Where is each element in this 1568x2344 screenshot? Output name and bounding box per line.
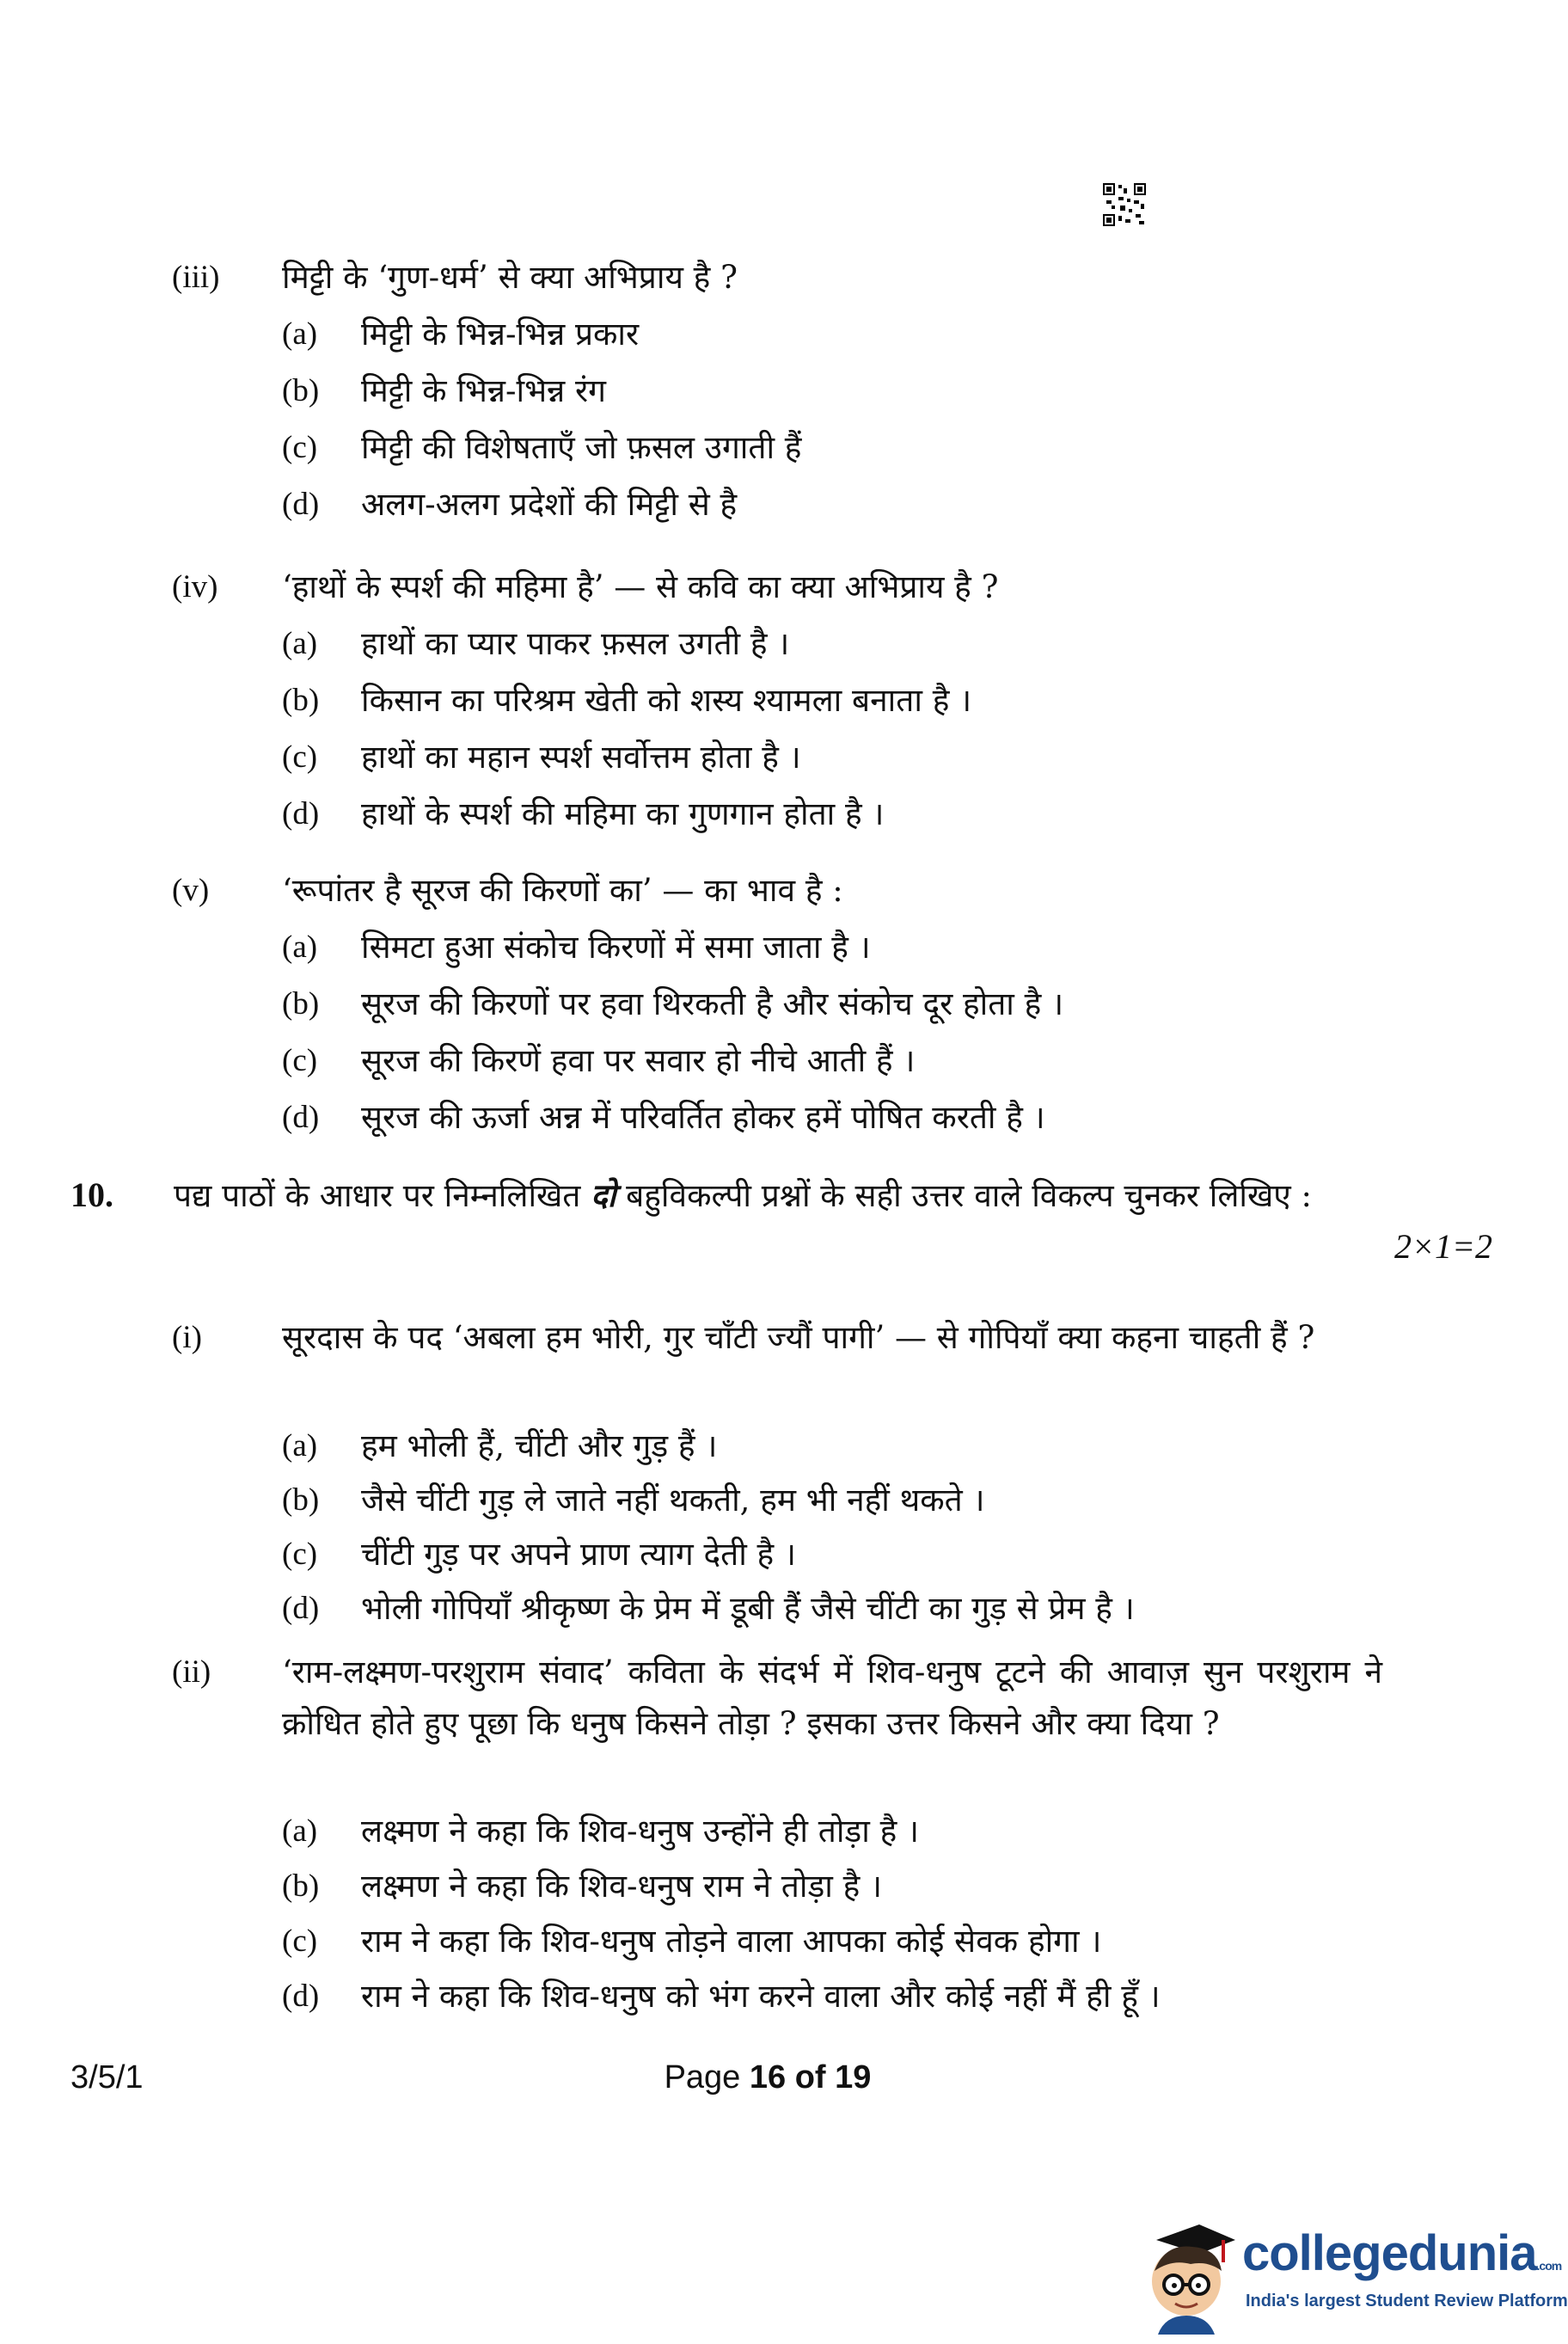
option-label: (a) xyxy=(282,626,318,661)
option-text: मिट्टी की विशेषताएँ जो फ़सल उगाती हैं xyxy=(361,429,802,466)
option-c xyxy=(282,729,1400,786)
brand-logo xyxy=(1139,2214,1568,2335)
option-text: मिट्टी के भिन्न-भिन्न रंग xyxy=(361,372,606,409)
option-label: (a) xyxy=(282,1813,318,1849)
question-number: (iv) xyxy=(172,569,218,604)
option-label: (b) xyxy=(282,373,320,408)
option-text: अलग-अलग प्रदेशों की मिट्टी से है xyxy=(361,486,738,523)
option-label: (a) xyxy=(282,930,318,965)
student-mascot-icon xyxy=(1139,2214,1242,2335)
question-number: (v) xyxy=(172,873,210,908)
option-c xyxy=(282,1529,1400,1583)
option-d xyxy=(282,786,1400,843)
brand-tagline: India's largest Student Review Platform xyxy=(1246,2292,1568,2310)
option-text: हाथों के स्पर्श की महिमा का गुणगान होता है । xyxy=(361,795,885,832)
option-label: (c) xyxy=(282,430,318,465)
page-current: 16 xyxy=(749,2059,787,2095)
option-text: सूरज की किरणें हवा पर सवार हो नीचे आती हैं । xyxy=(361,1042,916,1079)
options-list xyxy=(282,919,1400,1146)
options-list xyxy=(282,1421,1400,1637)
option-text: लक्ष्मण ने कहा कि शिव-धनुष राम ने तोड़ा है । xyxy=(361,1868,883,1905)
option-label: (b) xyxy=(282,683,320,718)
option-text: हम भोली हैं, चींटी और गुड़ हैं । xyxy=(361,1427,718,1464)
question-9-v xyxy=(172,862,1393,1155)
option-label: (c) xyxy=(282,1537,318,1572)
question-text: मिट्टी के ‘गुण-धर्म’ से क्या अभिप्राय है ? xyxy=(282,259,738,296)
instruction-text-end: बहुविकल्पी प्रश्नों के सही उत्तर वाले विकल्प चुनकर लिखिए : xyxy=(616,1177,1312,1214)
option-text: राम ने कहा कि शिव-धनुष को भंग करने वाला और कोई नहीं मैं ही हूँ । xyxy=(361,1978,1161,2015)
option-b xyxy=(282,363,1400,420)
option-d xyxy=(282,1583,1400,1637)
option-label: (d) xyxy=(282,1591,320,1626)
option-text: सिमटा हुआ संकोच किरणों में समा जाता है । xyxy=(361,929,871,966)
marks-label: 2×1=2 xyxy=(1394,1227,1492,1266)
option-d xyxy=(282,476,1400,533)
options-list xyxy=(282,1806,1400,2026)
option-label: (b) xyxy=(282,986,320,1022)
option-text: हाथों का महान स्पर्श सर्वोत्तम होता है । xyxy=(361,739,801,776)
option-a xyxy=(282,919,1400,976)
option-text: जैसे चींटी गुड़ ले जाते नहीं थकती, हम भी नहीं थकते । xyxy=(361,1482,985,1519)
option-text: मिट्टी के भिन्न-भिन्न प्रकार xyxy=(361,316,640,353)
instruction-text-start: पद्य पाठों के आधार पर निम्नलिखित xyxy=(174,1177,591,1214)
option-text: हाथों का प्यार पाकर फ़सल उगती है । xyxy=(361,625,790,662)
option-c xyxy=(282,1916,1400,1971)
instruction-emphasis: दो xyxy=(591,1176,616,1214)
question-text: ‘हाथों के स्पर्श की महिमा है’ — से कवि का क्या अभिप्राय है ? xyxy=(282,568,999,605)
option-label: (d) xyxy=(282,1100,320,1135)
question-number: (i) xyxy=(172,1320,202,1355)
question-number: (ii) xyxy=(172,1654,211,1690)
option-label: (d) xyxy=(282,796,320,831)
question-9-iv xyxy=(172,559,1393,851)
brand-name xyxy=(1242,2224,1561,2282)
option-text: सूरज की ऊर्जा अन्न में परिवर्तित होकर हमें पोषित करती है । xyxy=(361,1099,1045,1136)
option-text: चींटी गुड़ पर अपने प्राण त्याग देती है । xyxy=(361,1536,796,1573)
question-text: ‘राम-लक्ष्मण-परशुराम संवाद’ कविता के संदर्भ में शिव-धनुष टूटने की आवाज़ सुन परशुराम ने क्रोधित होते हुए पूछा कि धनुष किसने तोड़ा ? इसका उत्तर किसने और क्या दिया ? xyxy=(282,1654,1382,1742)
option-a xyxy=(282,616,1400,672)
page-number xyxy=(0,2059,1535,2096)
option-label: (b) xyxy=(282,1868,320,1904)
option-d xyxy=(282,1089,1400,1146)
question-9-iii xyxy=(172,249,1393,542)
page-prefix: Page xyxy=(664,2059,750,2095)
options-list xyxy=(282,616,1400,843)
option-label: (c) xyxy=(282,739,318,775)
option-b xyxy=(282,1475,1400,1529)
qr-code-icon xyxy=(1103,183,1146,226)
option-text: लक्ष्मण ने कहा कि शिव-धनुष उन्होंने ही तोड़ा है । xyxy=(361,1813,920,1850)
option-a xyxy=(282,306,1400,363)
question-text: सूरदास के पद ‘अबला हम भोरी, गुर चाँटी ज्यौं पागी’ — से गोपियाँ क्या कहना चाहती हैं ? xyxy=(282,1319,1315,1356)
brand-name-text: collegedunia xyxy=(1242,2225,1537,2281)
option-text: किसान का परिश्रम खेती को शस्य श्यामला बनाता है । xyxy=(361,682,972,719)
option-text: सूरज की किरणों पर हवा थिरकती है और संकोच दूर होता है । xyxy=(361,985,1064,1022)
brand-domain-suffix: .com xyxy=(1536,2259,1562,2273)
option-label: (a) xyxy=(282,316,318,352)
option-label: (c) xyxy=(282,1043,318,1078)
option-label: (d) xyxy=(282,1979,320,2014)
option-c xyxy=(282,1033,1400,1089)
option-b xyxy=(282,672,1400,729)
question-10-i xyxy=(172,1312,1393,1656)
option-label: (d) xyxy=(282,487,320,522)
option-a xyxy=(282,1806,1400,1861)
option-text: राम ने कहा कि शिव-धनुष तोड़ने वाला आपका कोई सेवक होगा । xyxy=(361,1923,1102,1960)
question-text: ‘रूपांतर है सूरज की किरणों का’ — का भाव है : xyxy=(282,872,843,909)
question-number: 10. xyxy=(70,1175,113,1214)
page-total: 19 xyxy=(835,2059,872,2095)
option-label: (a) xyxy=(282,1428,318,1463)
option-text: भोली गोपियाँ श्रीकृष्ण के प्रेम में डूबी हैं जैसे चींटी का गुड़ से प्रेम है । xyxy=(361,1590,1135,1627)
question-instruction xyxy=(174,1169,1455,1222)
option-d xyxy=(282,1971,1400,2026)
option-label: (b) xyxy=(282,1482,320,1518)
question-10-ii xyxy=(172,1647,1393,2042)
option-label: (c) xyxy=(282,1924,318,1959)
paper-code: 3/5/1 xyxy=(70,2059,144,2095)
option-c xyxy=(282,420,1400,476)
page-of: of xyxy=(786,2059,836,2095)
question-number: (iii) xyxy=(172,260,220,295)
option-b xyxy=(282,976,1400,1033)
option-b xyxy=(282,1861,1400,1916)
options-list xyxy=(282,306,1400,533)
option-a xyxy=(282,1421,1400,1475)
